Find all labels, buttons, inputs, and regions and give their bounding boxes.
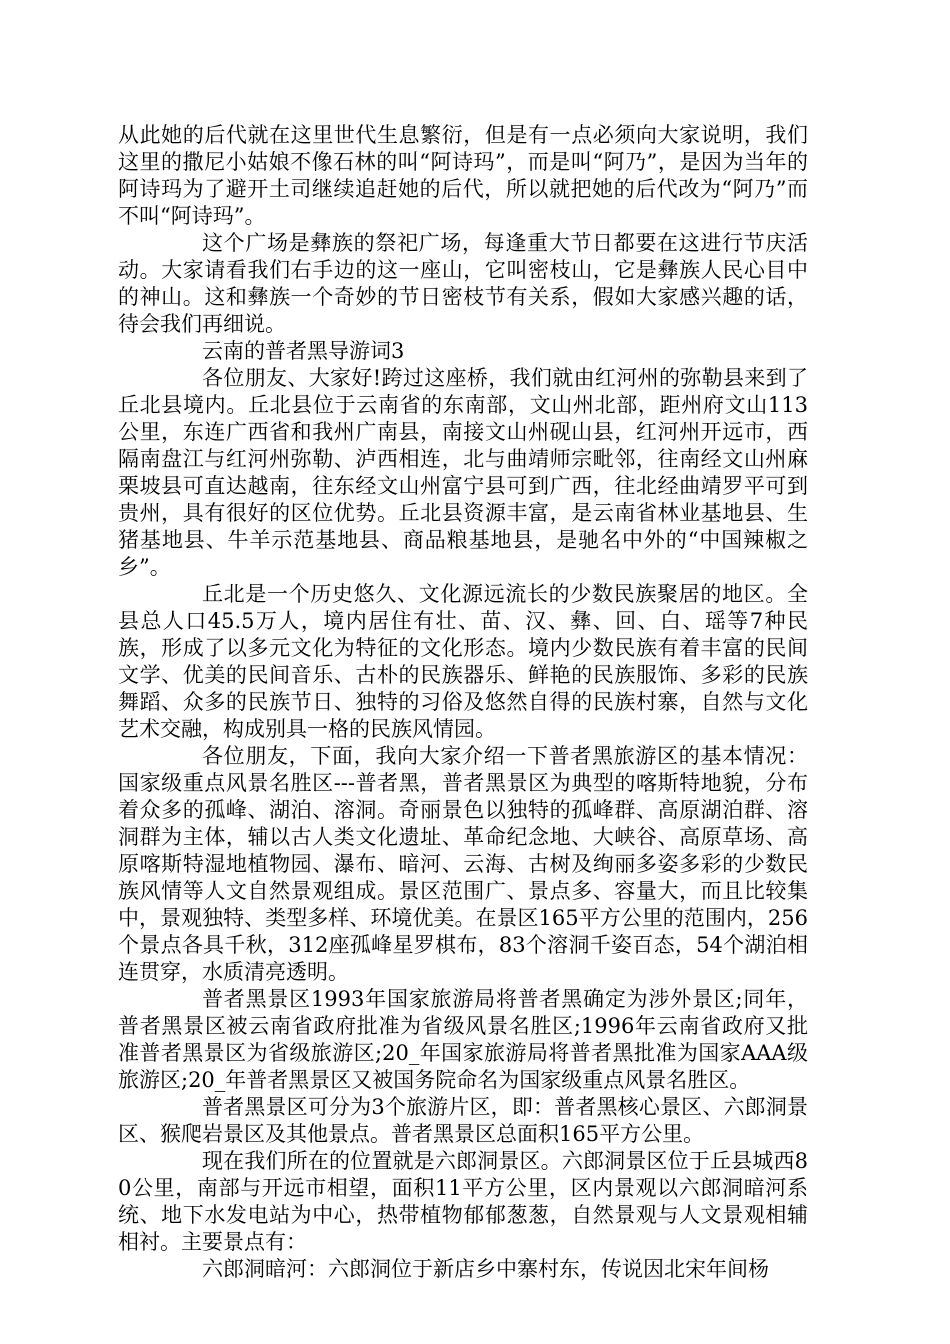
paragraph-sacrifice-square: 这个广场是彝族的祭祀广场，每逢重大节日都要在这进行节庆活动。大家请看我们右手边的这一座山，它叫密枝山，它是彝族人民心目中的神山。这和彝族一个奇妙的节日密枝节有关系，假如大家感兴趣的话，待会我们再细说。 bbox=[118, 231, 808, 336]
paragraph-qiubei-location: 各位朋友、大家好!跨过这座桥，我们就由红河州的弥勒县来到了丘北县境内。丘北县位于云南省的东南部，文山州北部，距州府文山113公里，东连广西省和我州广南县，南接文山州砚山县，红河州开远市，西隔南盘江与红河州弥勒、泸西相连，北与曲靖师宗毗邻，往南经文山州麻栗坡县可直达越南，往东经文山州富宁县可到广西，往北经曲靖罗平可到贵州，具有很好的区位优势。丘北县资源丰富，是云南省林业基地县、生猪基地县、牛羊示范基地县、商品粮基地县，是驰名中外的“中国辣椒之乡”。 bbox=[118, 366, 808, 579]
paragraph-ashima-descendants: 从此她的后代就在这里世代生息繁衍，但是有一点必须向大家说明，我们这里的撒尼小姑娘不像石林的叫“阿诗玛”，而是叫“阿乃”，是因为当年的阿诗玛为了避开土司继续追赶她的后代，所以就把她的后代改为“阿乃”而不叫“阿诗玛”。 bbox=[118, 123, 808, 228]
document-body bbox=[118, 122, 808, 1283]
paragraph-liulangdong-area: 现在我们所在的位置就是六郎洞景区。六郎洞景区位于丘县城西80公里，南部与开远市相望，面积11平方公里，区内景观以六郎洞暗河系统、地下水发电站为中心，热带植物郁郁葱葱，自然景观与人文景观相辅相衬。主要景点有： bbox=[118, 1149, 808, 1254]
paragraph-puzhehei-history: 普者黑景区1993年国家旅游局将普者黑确定为涉外景区;同年，普者黑景区被云南省政府批准为省级风景名胜区;1996年云南省政府又批准普者黑景区为省级旅游区;20_年国家旅游局将普者黑批准为国家AAA级旅游区;20_年普者黑景区又被国务院命名为国家级重点风景名胜区。 bbox=[118, 987, 808, 1092]
section-heading: 云南的普者黑导游词3 bbox=[202, 339, 405, 363]
paragraph-scenic-areas: 普者黑景区可分为3个旅游片区，即：普者黑核心景区、六郎洞景区、猴爬岩景区及其他景点。普者黑景区总面积165平方公里。 bbox=[118, 1095, 808, 1146]
paragraph-liulangdong-river: 六郎洞暗河：六郎洞位于新店乡中寨村东，传说因北宋年间杨 bbox=[202, 1257, 769, 1281]
paragraph-qiubei-ethnic-culture: 丘北是一个历史悠久、文化源远流长的少数民族聚居的地区。全县总人口45.5万人，境内居住有壮、苗、汉、彝、回、白、瑶等7种民族，形成了以多元文化为特征的文化形态。境内少数民族有着丰富的民间文学、优美的民间音乐、古朴的民族器乐、鲜艳的民族服饰、多彩的民族舞蹈、众多的民族节日、独特的习俗及悠然自得的民族村寨，自然与文化艺术交融，构成别具一格的民族风情园。 bbox=[118, 582, 808, 741]
paragraph-puzhehei-overview: 各位朋友，下面，我向大家介绍一下普者黑旅游区的基本情况：国家级重点风景名胜区---普者黑，普者黑景区为典型的喀斯特地貌，分布着众多的孤峰、湖泊、溶洞。奇丽景色以独特的孤峰群、高原湖泊群、溶洞群为主体，辅以古人类文化遗址、革命纪念地、大峡谷、高原草场、高原喀斯特湿地植物园、瀑布、暗河、云海、古树及绚丽多姿多彩的少数民族风情等人文自然景观组成。景区范围广、景点多、容量大，而且比较集中，景观独特、类型多样、环境优美。在景区165平方公里的范围内，256个景点各具千秋，312座孤峰星罗棋布，83个溶洞千姿百态，54个湖泊相连贯穿，水质清亮透明。 bbox=[118, 744, 808, 984]
